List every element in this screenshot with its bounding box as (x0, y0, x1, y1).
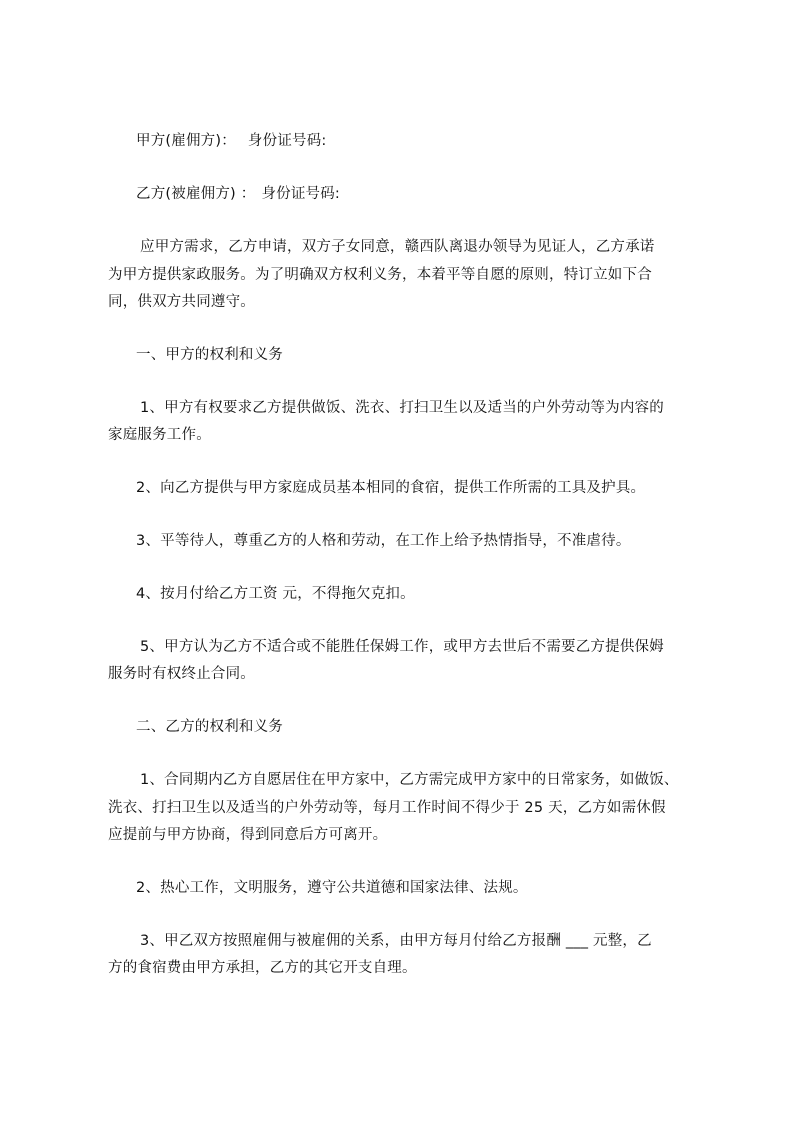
clause-line: 服务时有权终止合同。 (108, 666, 255, 682)
party-a-label: 甲方(雇佣方)： (136, 133, 236, 149)
clause-line: 5、甲方认为乙方不适合或不能胜任保姆工作，或甲方去世后不需要乙方提供保姆 (140, 639, 664, 655)
clause-line: 2、向乙方提供与甲方家庭成员基本相同的食宿，提供工作所需的工具及护具。 (136, 480, 646, 496)
clause-line: 1、合同期内乙方自愿居住在甲方家中，乙方需完成甲方家中的日常家务，如做饭、 (140, 772, 679, 788)
clause-line: 方的食宿费由甲方承担，乙方的其它开支自理。 (108, 960, 417, 976)
intro-line: 为甲方提供家政服务。为了明确双方权利义务，本着平等自愿的原则，特订立如下合 (108, 267, 652, 283)
clause-line: 2、热心工作，文明服务，遵守公共道德和国家法律、法规。 (136, 880, 528, 896)
intro-line: 同，供双方共同遵守。 (108, 294, 255, 310)
party-b-label: 乙方(被雇佣方) ： (136, 186, 256, 202)
party-b-id-label: 身份证号码: (261, 186, 341, 202)
clause-line: 4、按月付给乙方工资 元，不得拖欠克扣。 (136, 586, 415, 602)
clause-line: 应提前与甲方协商，得到同意后方可离开。 (108, 827, 388, 843)
intro-line: 应甲方需求，乙方申请，双方子女同意，赣西队离退办领导为见证人，乙方承诺 (140, 239, 655, 255)
clause-line: 洗衣、打扫卫生以及适当的户外劳动等，每月工作时间不得少于 25 天，乙方如需休假 (108, 800, 666, 816)
clause-line: 家庭服务工作。 (108, 427, 211, 443)
party-a-id-label: 身份证号码: (247, 133, 327, 149)
section-2-heading: 二、乙方的权利和义务 (136, 719, 283, 735)
section-1-heading: 一、甲方的权利和义务 (136, 347, 283, 363)
party-a-line (136, 131, 327, 151)
party-b-line (136, 184, 340, 204)
clause-line: 3、平等待人，尊重乙方的人格和劳动，在工作上给予热情指导，不准虐待。 (136, 533, 631, 549)
clause-line: 3、甲乙双方按照雇佣与被雇佣的关系，由甲方每月付给乙方报酬 ___ 元整，乙 (140, 933, 652, 949)
clause-line: 1、甲方有权要求乙方提供做饭、洗衣、打扫卫生以及适当的户外劳动等为内容的 (140, 400, 664, 416)
